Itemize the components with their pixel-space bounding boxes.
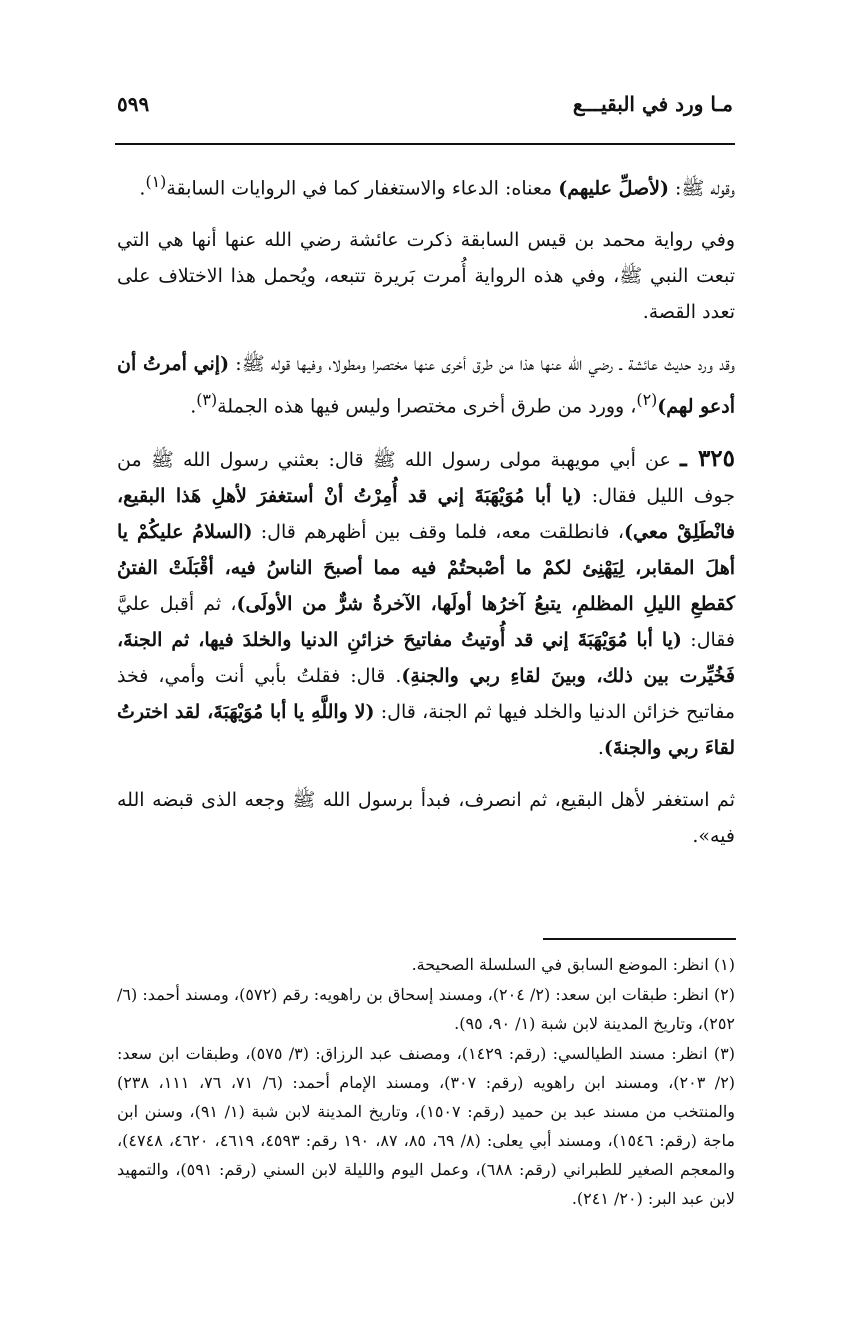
text-run: ، ثم أقبل عليَّ فقال: xyxy=(117,592,735,651)
hadith-quote: (السلامُ عليكُمْ يا أهلَ المقابر، لِيَهْنِئ لكمْ ما أصْبحتُمْ فيه مما أصبحَ الناسُ فيه، أقْبَلَتْ الفتنُ كقطعِ الليلِ المظلمِ، يتبعُ آخرُها أولَها، الآخرةُ شرٌّ من الأولَى) xyxy=(117,520,735,615)
footnote-3 xyxy=(117,1039,735,1213)
text-run: معناه: الدعاء والاستغفار كما في الروايات السابقة xyxy=(166,177,559,200)
footnote-text: انظر: الموضع السابق في السلسلة الصحيحة. xyxy=(411,955,709,974)
footnote-text: انظر: طبقات ابن سعد: (٢/ ٢٠٤)، ومسند إسحاق بن راهويه: رقم (٥٧٢)، ومسند أحمد: (٦/ ٢٥٢)، وتاريخ المدينة لابن شبة (١/ ٩٠، ٩٥). xyxy=(117,985,735,1033)
text-run: عن أبي مويهبة مولى رسول الله ﷺ قال: بعثني رسول الله ﷺ من جوف الليل فقال: xyxy=(117,448,735,507)
running-title: مـا ورد في البقيـــع xyxy=(572,92,733,116)
paragraph-5: ثم استغفر لأهل البقيع، ثم انصرف، فبدأ برسول الله ﷺ وجعه الذى قبضه الله فيه». xyxy=(117,788,735,847)
footnote-ref: (٣) xyxy=(196,390,218,410)
paragraph-2: وفي رواية محمد بن قيس السابقة ذكرت عائشة رضي الله عنها أنها هي التي تبعت النبي ﷺ، وفي هذه الرواية أُمرت بَريرة تتبعه، ويُحمل هذا الاختلاف على تعدد القصة. xyxy=(117,229,735,324)
paragraph-3 xyxy=(117,346,735,424)
text-run: . xyxy=(190,395,197,418)
page-header xyxy=(115,88,733,124)
text-run: وقد ورد حديث عائشة ـ رضي الله عنها هذا من طرق أخرى عنها مختصرا ومطولا، وفيها قوله ﷺ: xyxy=(229,353,735,376)
footnote-rule xyxy=(543,938,736,940)
text-run: ، فانطلقت معه، فلما وقف بين أظهرهم قال: xyxy=(252,520,625,543)
hadith-quote: (لأصلِّ عليهم) xyxy=(558,177,669,200)
hadith-quote: (إني أمرتُ أن أدعو لهم) xyxy=(117,353,735,418)
text-run: ، وورد من طرق أخرى مختصرا وليس فيها هذه الجملة xyxy=(217,395,637,418)
paragraph-1 xyxy=(117,164,735,206)
main-text xyxy=(117,164,735,870)
footnote-number: (٣) xyxy=(713,1044,736,1063)
footnote-number: (٢) xyxy=(713,985,736,1004)
footnotes xyxy=(117,950,735,1214)
footnote-number: (١) xyxy=(713,955,735,974)
paragraph-hadith-325 xyxy=(117,441,735,766)
hadith-quote: (يا أبا مُوَيْهَبَةَ إني قد أُوتيتُ مفاتيحَ خزائنِ الدنيا والخلدَ فيها، ثم الجنةَ، فَخُيِّرت بين ذلك، وبينَ لقاءِ ربي والجنةِ) xyxy=(117,628,735,687)
footnote-text: انظر: مسند الطيالسي: (رقم: ١٤٢٩)، ومصنف عبد الرزاق: (٣/ ٥٧٥)، وطبقات ابن سعد: (٢/ ٢٠٣)، ومسند ابن راهويه (رقم: ٣٠٧)، ومسند الإمام أحمد: (٦/ ٧١، ٧٦، ١١١، ٢٣٨) والمنتخب من مسند عبد بن حميد (رقم: ١٥٠٧)، وتاريخ المدينة لابن شبة (١/ ٩١)، وسنن ابن ماجة (رقم: ١٥٤٦)، ومسند أبي يعلى: (٨/ ٦٩، ٨٥، ٨٧، ١٩٠ رقم: ٤٥٩٣، ٤٦١٩، ٤٦٢٠، ٤٧٤٨)، والمعجم الصغير للطبراني (رقم: ٦٨٨)، وعمل اليوم والليلة لابن السني (رقم: ٥٩١)، والتمهيد لابن عبد البر: (٢٠/ ٢٤١). xyxy=(117,1044,736,1208)
hadith-number: ٣٢٥ ـ xyxy=(680,444,735,472)
text-run: وقوله ﷺ: xyxy=(668,177,735,200)
hadith-quote: (لا واللَّهِ يا أبا مُوَيْهَبَةَ، لقد اخترتُ لقاءَ ربي والجنةَ) xyxy=(117,700,735,759)
text-run: . xyxy=(139,177,146,200)
header-rule xyxy=(115,143,735,145)
footnote-ref: (١) xyxy=(145,172,167,191)
footnote-2 xyxy=(117,980,735,1038)
footnote-ref: (٢) xyxy=(636,390,658,410)
text-run: . xyxy=(597,736,604,759)
page-number: ٥٩٩ xyxy=(117,92,150,116)
text-run: . قال: فقلتُ بأبي أنت وأمي، فخذ مفاتيح خزائن الدنيا والخلد فيها ثم الجنة، قال: xyxy=(117,664,735,723)
hadith-quote: (يا أبا مُوَيْهَبَةَ إني قد أُمِرْتُ أنْ أستغفرَ لأهلِ هَذا البقيع، فانْطَلِقْ معي) xyxy=(117,484,735,543)
footnote-1 xyxy=(117,950,735,979)
